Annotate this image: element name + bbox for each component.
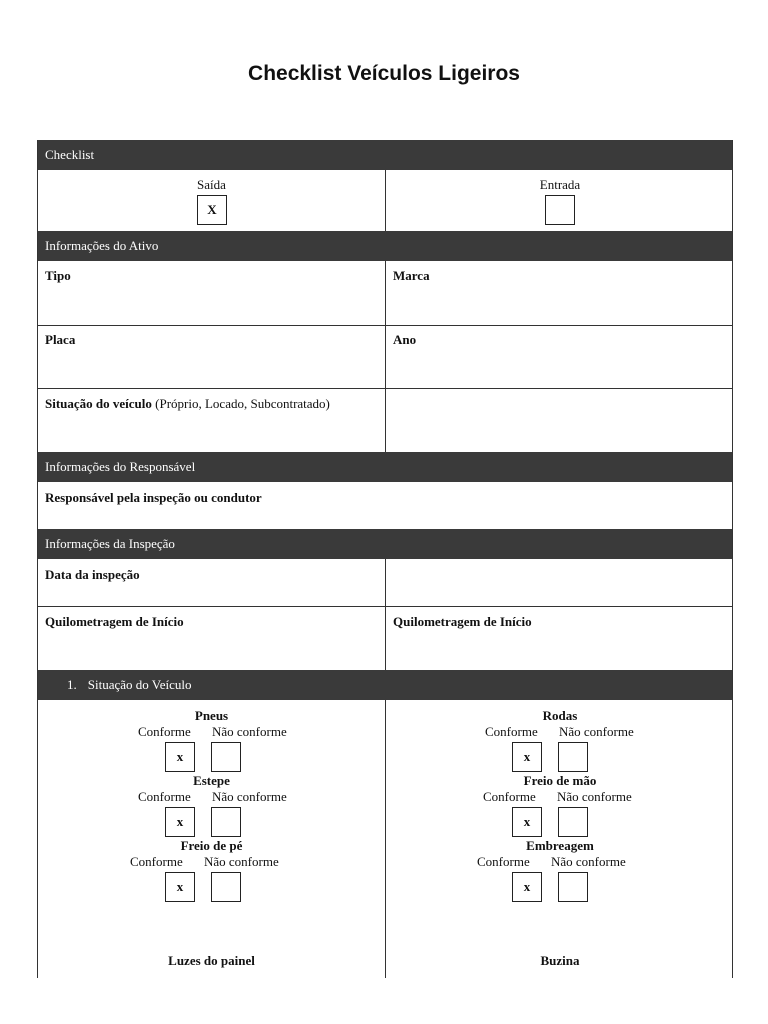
section-header-ativo: Informações do Ativo bbox=[38, 231, 732, 261]
tipo-label: Tipo bbox=[45, 268, 71, 283]
responsavel-label: Responsável pela inspeção ou condutor bbox=[45, 490, 262, 505]
data-inspecao-field[interactable] bbox=[38, 560, 385, 606]
conforme-label: Conforme bbox=[485, 724, 538, 739]
data-inspecao-label: Data da inspeção bbox=[45, 567, 140, 582]
nao-conforme-label: Não conforme bbox=[559, 724, 634, 739]
km-inicio-right-field[interactable] bbox=[386, 607, 734, 670]
item-freio-de-pe-title: Freio de pé bbox=[180, 838, 243, 853]
placa-field[interactable] bbox=[38, 325, 385, 388]
ano-field[interactable] bbox=[386, 325, 734, 388]
entrada-checkbox[interactable] bbox=[545, 195, 575, 225]
nao-conforme-label: Não conforme bbox=[551, 854, 626, 869]
item-embreagem-title: Embreagem bbox=[526, 838, 594, 853]
marca-label: Marca bbox=[393, 268, 430, 283]
entrada-label: Entrada bbox=[539, 177, 581, 192]
freio-de-mao-conforme-checkbox[interactable]: x bbox=[512, 807, 542, 837]
item-luzes-do-painel-title: Luzes do painel bbox=[168, 953, 255, 968]
section-number: 1. bbox=[67, 677, 77, 692]
section-header-situacao bbox=[38, 670, 732, 700]
marca-field[interactable] bbox=[386, 261, 734, 325]
conforme-label: Conforme bbox=[138, 789, 191, 804]
item-pneus-title: Pneus bbox=[194, 708, 229, 723]
rodas-nao-conforme-checkbox[interactable] bbox=[558, 742, 588, 772]
item-estepe-title: Estepe bbox=[193, 773, 230, 788]
saida-label: Saída bbox=[197, 177, 226, 192]
estepe-conforme-checkbox[interactable]: x bbox=[165, 807, 195, 837]
item-buzina-title: Buzina bbox=[540, 953, 580, 968]
km-left-label: Quilometragem de Início bbox=[45, 614, 184, 629]
estepe-nao-conforme-checkbox[interactable] bbox=[211, 807, 241, 837]
placa-label: Placa bbox=[45, 332, 76, 347]
nao-conforme-label: Não conforme bbox=[212, 789, 287, 804]
situacao-label: Situação do veículo bbox=[45, 396, 152, 411]
saida-checkbox[interactable]: X bbox=[197, 195, 227, 225]
section-header-checklist: Checklist bbox=[38, 140, 732, 170]
page-title: Checklist Veículos Ligeiros bbox=[248, 62, 520, 85]
conforme-label: Conforme bbox=[130, 854, 183, 869]
rodas-conforme-checkbox[interactable]: x bbox=[512, 742, 542, 772]
conforme-label: Conforme bbox=[477, 854, 530, 869]
item-freio-de-mao-title: Freio de mão bbox=[523, 773, 597, 788]
situacao-veiculo-value[interactable] bbox=[386, 389, 734, 452]
freio-de-pe-nao-conforme-checkbox[interactable] bbox=[211, 872, 241, 902]
km-right-label: Quilometragem de Início bbox=[393, 614, 532, 629]
tipo-field[interactable] bbox=[38, 261, 385, 325]
checklist-form bbox=[37, 140, 733, 978]
freio-de-mao-nao-conforme-checkbox[interactable] bbox=[558, 807, 588, 837]
item-rodas-title: Rodas bbox=[542, 708, 578, 723]
conforme-label: Conforme bbox=[138, 724, 191, 739]
conforme-label: Conforme bbox=[483, 789, 536, 804]
nao-conforme-label: Não conforme bbox=[204, 854, 279, 869]
responsavel-field[interactable] bbox=[38, 483, 734, 529]
freio-de-pe-conforme-checkbox[interactable]: x bbox=[165, 872, 195, 902]
section-header-responsavel: Informações do Responsável bbox=[38, 452, 732, 482]
data-inspecao-value[interactable] bbox=[386, 560, 734, 606]
embreagem-conforme-checkbox[interactable]: x bbox=[512, 872, 542, 902]
embreagem-nao-conforme-checkbox[interactable] bbox=[558, 872, 588, 902]
pneus-conforme-checkbox[interactable]: x bbox=[165, 742, 195, 772]
nao-conforme-label: Não conforme bbox=[557, 789, 632, 804]
section-header-inspecao: Informações da Inspeção bbox=[38, 529, 732, 559]
section-title: Situação do Veículo bbox=[87, 677, 192, 692]
pneus-nao-conforme-checkbox[interactable] bbox=[211, 742, 241, 772]
situacao-hint: (Próprio, Locado, Subcontratado) bbox=[151, 396, 330, 411]
km-inicio-left-field[interactable] bbox=[38, 607, 385, 670]
ano-label: Ano bbox=[393, 332, 417, 347]
nao-conforme-label: Não conforme bbox=[212, 724, 287, 739]
situacao-veiculo-field[interactable] bbox=[38, 389, 338, 452]
